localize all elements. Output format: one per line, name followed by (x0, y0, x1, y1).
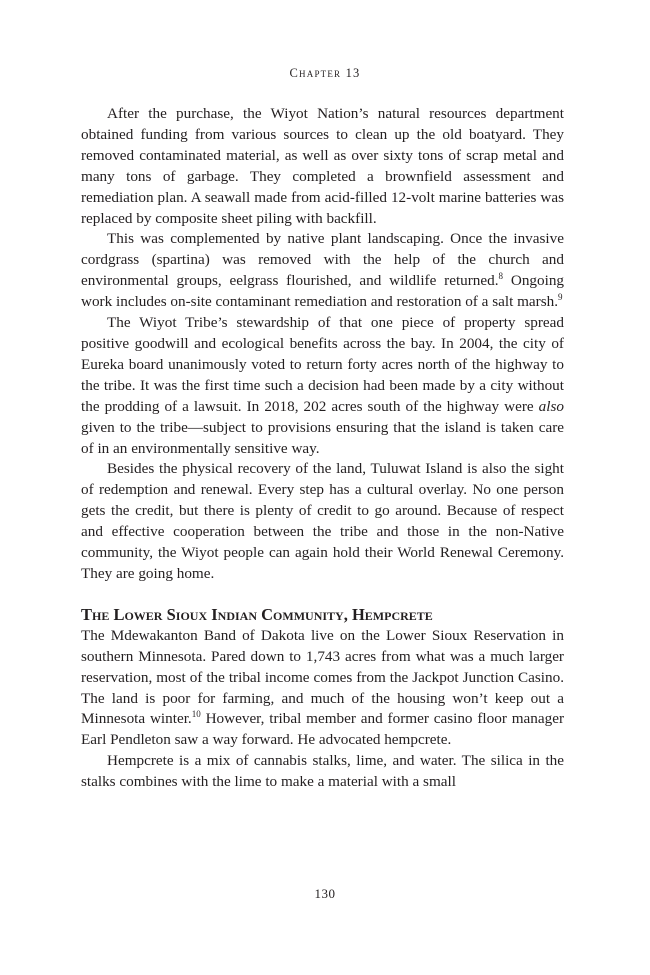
paragraph-text: This was complemented by native plant landscaping. Once the invasive cordgrass (spartina) was removed with the help of the church and environmental groups, eelgrass flourished, and wildlife returned. (81, 230, 564, 290)
paragraph-text: Ongoing work includes on-site contaminant remediation and restoration of a salt marsh. (81, 272, 565, 311)
footnote-ref-9[interactable]: 9 (558, 292, 563, 303)
emphasis-text: also (538, 397, 564, 415)
footnote-ref-10[interactable]: 10 (191, 709, 201, 720)
paragraph-native-landscaping (81, 229, 564, 313)
section-heading: The Lower Sioux Indian Community, Hempcrete (81, 604, 433, 624)
paragraph-mdewakanton (81, 626, 564, 751)
page-number: 130 (314, 886, 336, 901)
footnote-ref-8[interactable]: 8 (498, 271, 504, 282)
paragraph-text: The Mdewakanton Band of Dakota live on the Lower Sioux Reservation in southern Minnesota. Pared down to 1,743 acres from what was a much larger reservation, most of the tribal income comes from the Jackpot Junction Casino. The land is poor for farming, and much of the housing won’t keep out a Minnesota winter. (81, 626, 564, 728)
running-head: Chapter 13 (289, 66, 361, 80)
paragraph-hempcrete: Hempcrete is a mix of cannabis stalks, lime, and water. The silica in the stalks combines with the lime to make a material with a small (81, 752, 564, 791)
paragraph-boatyard-cleanup: After the purchase, the Wiyot Nation’s natural resources department obtained funding from various sources to clean up the old boatyard. They removed contaminated material, as well as over sixty tons of scrap metal and many tons of garbage. They completed a brownfield assessment and remediation plan. A seawall made from acid-filled 12-volt marine batteries was replaced by composite sheet piling with backfill. (81, 105, 564, 227)
body-text (81, 104, 564, 793)
paragraph-recovery: Besides the physical recovery of the land, Tuluwat Island is also the sight of redemption and renewal. Every step has a cultural overlay. No one person gets the credit, but there is plenty of credit to go around. Because of respect and effective cooperation between the tribe and those in the non-Native community, the Wiyot people can again hold their World Renewal Ceremony. They are going home. (81, 460, 564, 582)
paragraph-stewardship (81, 313, 564, 459)
paragraph-text: given to the tribe—subject to provisions ensuring that the island is taken care of in an environmentally sensitive way. (81, 418, 564, 457)
paragraph-text: However, tribal member and former casino floor manager Earl Pendleton saw a way forward. He advocated hempcrete. (81, 710, 565, 749)
paragraph-text: The Wiyot Tribe’s stewardship of that one piece of property spread positive goodwill and ecological benefits across the bay. In 2004, the city of Eureka board unanimously voted to return forty acres north of the highway to the tribe. It was the first time such a decision had been made by a city without the prodding of a lawsuit. In 2018, 202 acres south of the highway were (81, 314, 564, 415)
